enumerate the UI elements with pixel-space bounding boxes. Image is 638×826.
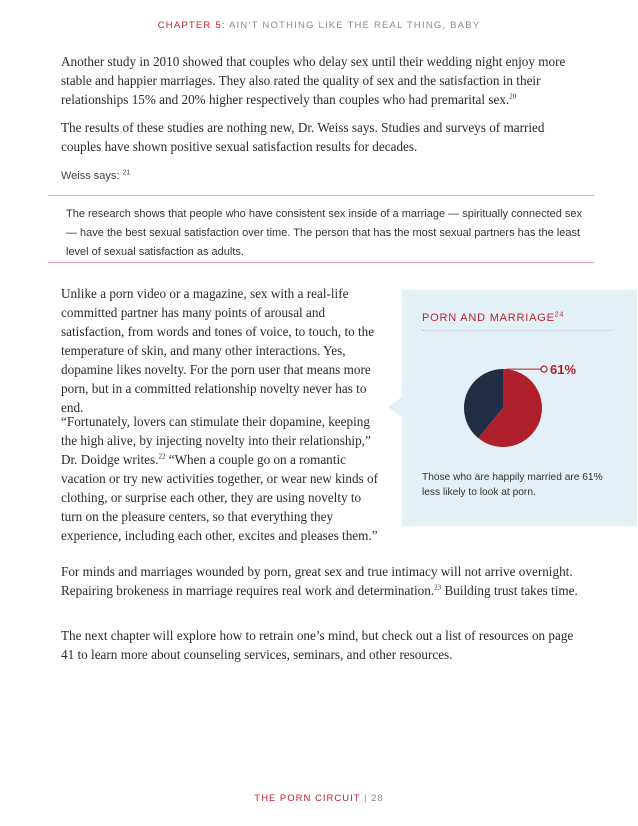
chapter-header [0, 20, 638, 31]
paragraph-healing [61, 562, 581, 600]
book-title: THE PORN CIRCUIT [254, 793, 361, 804]
footnote-ref-23: 23 [434, 583, 442, 592]
paragraph-next-chapter: The next chapter will explore how to retrain one’s mind, but check out a list of resources on page 41 to learn more about counseling services, seminars, and other resources. [61, 628, 574, 662]
pie-label-marker [541, 366, 547, 372]
paragraph-study-2010 [61, 52, 581, 109]
pie-data-label: 61% [550, 362, 577, 378]
footnote-ref-22: 22 [158, 452, 166, 461]
paragraph-doidge-text-b: “When a couple go on a romantic vacation or try new activities together, or wear new kinds of clothing, or surprise each other, they are using novelty to turn on the pleasure centers, so that everything they experience, including each other, excites and pleases them.” [61, 452, 378, 543]
weiss-label [61, 170, 130, 182]
paragraph-results: The results of these studies are nothing new, Dr. Weiss says. Studies and surveys of married couples have shown positive sexual satisfaction results for decades. [61, 120, 545, 154]
sidebar-title-text: PORN AND MARRIAGE [422, 312, 555, 324]
weiss-label-text: Weiss says: [61, 170, 120, 182]
paragraph-doidge [61, 412, 379, 545]
paragraph-study-2010-text: Another study in 2010 showed that couples who delay sex until their wedding night enjoy more stable and happier marriages. They also rated the quality of sex and the satisfaction in their relationships 15% and 20% higher respectively than couples who had premarital sex. [61, 54, 566, 107]
footnote-ref-20: 20 [509, 92, 517, 101]
page-number: | 28 [364, 793, 384, 804]
paragraph-healing-text-b: Building trust takes time. [441, 583, 578, 598]
sidebar-box [402, 290, 637, 526]
paragraph-novelty: Unlike a porn video or a magazine, sex with a real-life committed partner has many points of arousal and satisfaction, from words and tones of voice, to touch, to the temperature of skin, and many other interactions. Yes, dopamine likes novelty. For the porn user that means more porn, but in a committed relationship novelty never has to end. [61, 286, 375, 415]
paragraph-doidge-text-a: “Fortunately, lovers can stimulate their dopamine, keeping the high alive, by injecting novelty into their relationship,” Dr. Doidge writes. [61, 414, 371, 467]
quote-bottom-rule [48, 262, 594, 263]
footnote-ref-24: 24 [554, 311, 565, 319]
quote-top-rule [48, 195, 594, 196]
paragraph-healing-text-a: For minds and marriages wounded by porn, great sex and true intimacy will not arrive overnight. Repairing brokeness in marriage requires real work and determination. [61, 564, 573, 598]
chapter-title: AIN’T NOTHING LIKE THE REAL THING, BABY [229, 20, 481, 31]
chapter-label: CHAPTER 5: [157, 20, 226, 31]
page-footer [0, 793, 638, 804]
sidebar-pointer [388, 397, 402, 417]
sidebar-caption: Those who are happily married are 61% less likely to look at porn. [422, 472, 603, 498]
block-quote: The research shows that people who have consistent sex inside of a marriage — spiritually connected sex — have the best sexual satisfaction over time. The person that has the most sexual partners has the least level of sexual satisfaction as adults. [66, 208, 583, 258]
footnote-ref-21: 21 [122, 169, 131, 177]
